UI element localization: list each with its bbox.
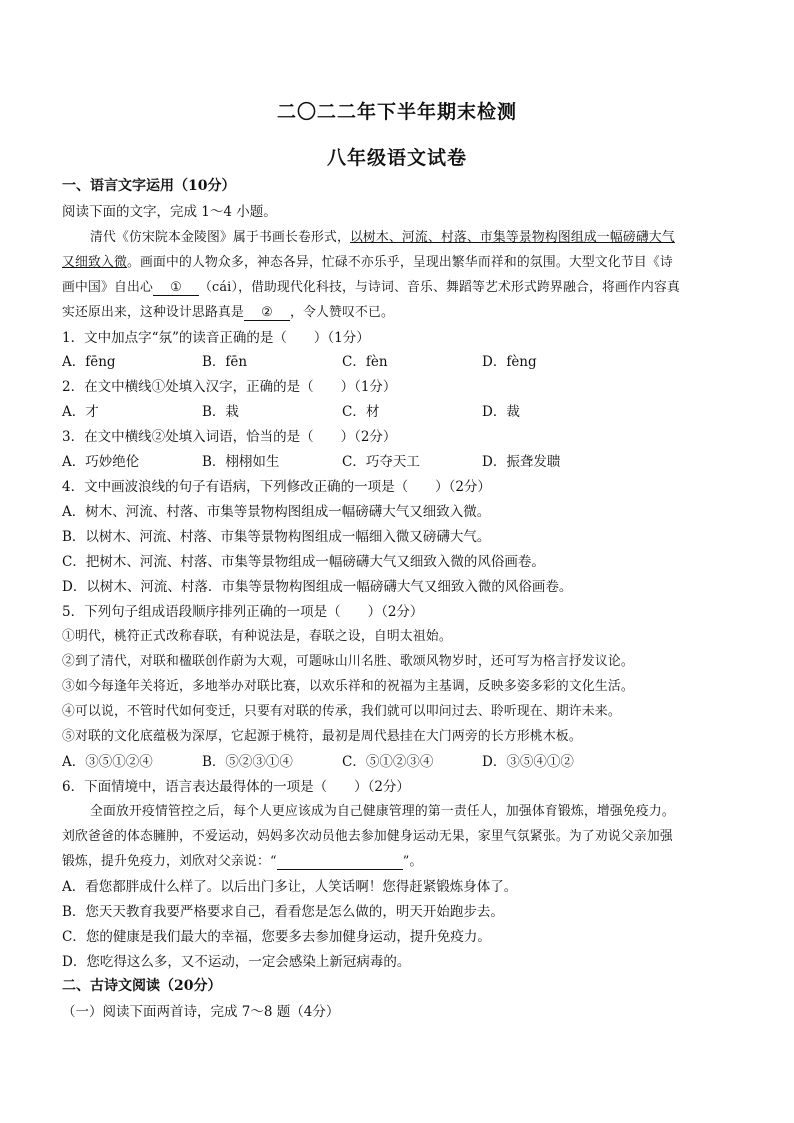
answer-blank[interactable] xyxy=(277,854,403,870)
q6-context-1: 全面放开疫情管控之后，每个人更应该成为自己健康管理的第一责任人，加强体育锻炼，增强免疫力。 xyxy=(90,804,675,819)
q6-context-3 xyxy=(62,850,422,870)
q4-option-a[interactable]: A．树木、河流、村落、市集等景物构图组成一幅磅礴大气又细致入微。 xyxy=(62,504,491,520)
question-1-stem: 1．文中加点字“氛”的读音正确的是（ ）（1分） xyxy=(62,330,370,346)
passage-text: ，令人赞叹不已。 xyxy=(289,305,394,320)
q4-option-b[interactable]: B．以树木、河流、村落、市集等景物构图组成一幅细入微又磅礴大气。 xyxy=(62,529,491,545)
q5-sentence-3: ③如今每逢年关将近，多地举办对联比赛，以欢乐祥和的祝福为主基调，反映多姿多彩的文化生活。 xyxy=(62,679,634,694)
passage-line-1 xyxy=(90,226,675,245)
q5-option-d[interactable]: D．③⑤④①② xyxy=(482,754,574,770)
passage-text: （cái），借助现代化科技，与诗词、音乐、舞蹈等艺术形式跨界融合，将画作内容真 xyxy=(198,280,680,295)
question-5-stem: 5．下列句子组成语段顺序排列正确的一项是（ ）（2分） xyxy=(62,604,424,620)
blank-2: ② xyxy=(244,305,290,321)
section1-heading: 一、语言文字运用（10分） xyxy=(62,178,236,194)
q6-option-b[interactable]: B．您天天教育我要严格要求自己，看看您是怎么做的，明天开始跑步去。 xyxy=(62,904,504,920)
q4-option-d[interactable]: D．以树木、河流、村落．市集等景物构图组成一幅磅礴大气又细致入微的风俗画卷。 xyxy=(62,579,573,595)
section2-heading: 二、古诗文阅读（20分） xyxy=(62,978,222,994)
q6-option-d[interactable]: D．您吃得这么多，又不运动，一定会感染上新冠病毒的。 xyxy=(62,954,411,970)
question-6-stem: 6．下面情境中，语言表达最得体的一项是（ ）（2分） xyxy=(62,779,410,795)
q2-option-d[interactable]: D．裁 xyxy=(482,404,520,420)
q6-option-c[interactable]: C．您的健康是我们最大的幸福，您要多去参加健身运动，提升免疫力。 xyxy=(62,929,491,945)
q6-context-2: 刘欣爸爸的体态臃肿，不爱运动，妈妈多次动员他去参加健身运动无果，家里气氛紧张。为了劝说父亲加强 xyxy=(62,829,673,844)
q3-option-c[interactable]: C．巧夺天工 xyxy=(342,454,420,470)
question-4-stem: 4．文中画波浪线的句子有语病，下列修改正确的一项是（ ）（2分） xyxy=(62,479,491,495)
q3-option-d[interactable]: D．振聋发聩 xyxy=(482,454,561,470)
passage-text: 。画面中的人物众多，神态各异，忙碌不亦乐乎，呈现出繁华而祥和的氛围。大型文化节目《诗 xyxy=(126,255,673,270)
question-3-stem: 3．在文中横线②处填入词语，恰当的是（ ）（2分） xyxy=(62,429,397,445)
q5-sentence-2: ②到了清代，对联和楹联创作蔚为大观，可题咏山川名胜、歌颂风物岁时，还可写为格言抒发议论。 xyxy=(62,654,634,669)
passage-text: 实还原出来，这种设计思路真是 xyxy=(62,305,244,320)
q1-option-b[interactable]: B．fēn xyxy=(202,354,248,370)
q1-option-a[interactable]: A．fēng xyxy=(62,354,116,370)
q2-option-a[interactable]: A．才 xyxy=(62,404,99,420)
q6-context-text: ”。 xyxy=(402,854,423,869)
passage-line-3 xyxy=(62,276,680,296)
q1-option-c[interactable]: C．fèn xyxy=(342,354,388,370)
wavy-sentence: 以树木、河流、村落、市集等景物构图组成一幅磅礴大气 xyxy=(349,230,675,245)
section2-sub: （一）阅读下面两首诗，完成 7～8 题（4分） xyxy=(62,1004,340,1020)
question-2-stem: 2．在文中横线①处填入汉字，正确的是（ ）（1分） xyxy=(62,379,397,395)
q3-option-b[interactable]: B．栩栩如生 xyxy=(202,454,280,470)
exam-subtitle: 八年级语文试卷 xyxy=(326,147,467,169)
q5-sentence-1: ①明代，桃符正式改称春联，有种说法是，春联之设，自明太祖始。 xyxy=(62,629,452,644)
passage-line-4 xyxy=(62,301,394,321)
exam-title: 二〇二二年下半年期末检测 xyxy=(276,101,517,123)
q4-option-c[interactable]: C．把树木、河流、村落、市集等景物组成一幅磅礴大气又细致入微的风俗画卷。 xyxy=(62,554,545,570)
wavy-sentence-end: 又细致入微 xyxy=(62,255,127,270)
passage-text: 画中国》自出心 xyxy=(62,280,153,295)
section1-intro: 阅读下面的文字，完成 1～4 小题。 xyxy=(62,204,277,220)
passage-line-2 xyxy=(62,251,673,270)
q6-option-a[interactable]: A．看您都胖成什么样了。以后出门多让，人笑话啊！您得赶紧锻炼身体了。 xyxy=(62,879,518,895)
q5-sentence-5: ⑤对联的文化底蕴极为深厚，它起源于桃符，最初是周代悬挂在大门两旁的长方形桃木板。 xyxy=(62,729,582,744)
passage-text: 清代《仿宋院本金陵图》属于书画长卷形式， xyxy=(90,230,350,245)
q2-option-b[interactable]: B．栽 xyxy=(202,404,239,420)
q5-sentence-4: ④可以说，不管时代如何变迁，只要有对联的传承，我们就可以叩问过去、聆听现在、期许未来。 xyxy=(62,704,621,719)
q2-option-c[interactable]: C．材 xyxy=(342,404,380,420)
q5-option-b[interactable]: B．⑤②③①④ xyxy=(202,754,293,770)
q1-option-d[interactable]: D．fèng xyxy=(482,354,537,370)
blank-1: ① xyxy=(153,280,199,296)
q5-option-c[interactable]: C．⑤①②③④ xyxy=(342,754,434,770)
q6-context-text: 锻炼，提升免疫力，刘欣对父亲说：“ xyxy=(62,854,277,869)
q3-option-a[interactable]: A．巧妙绝伦 xyxy=(62,454,140,470)
q5-option-a[interactable]: A．③⑤①②④ xyxy=(62,754,153,770)
